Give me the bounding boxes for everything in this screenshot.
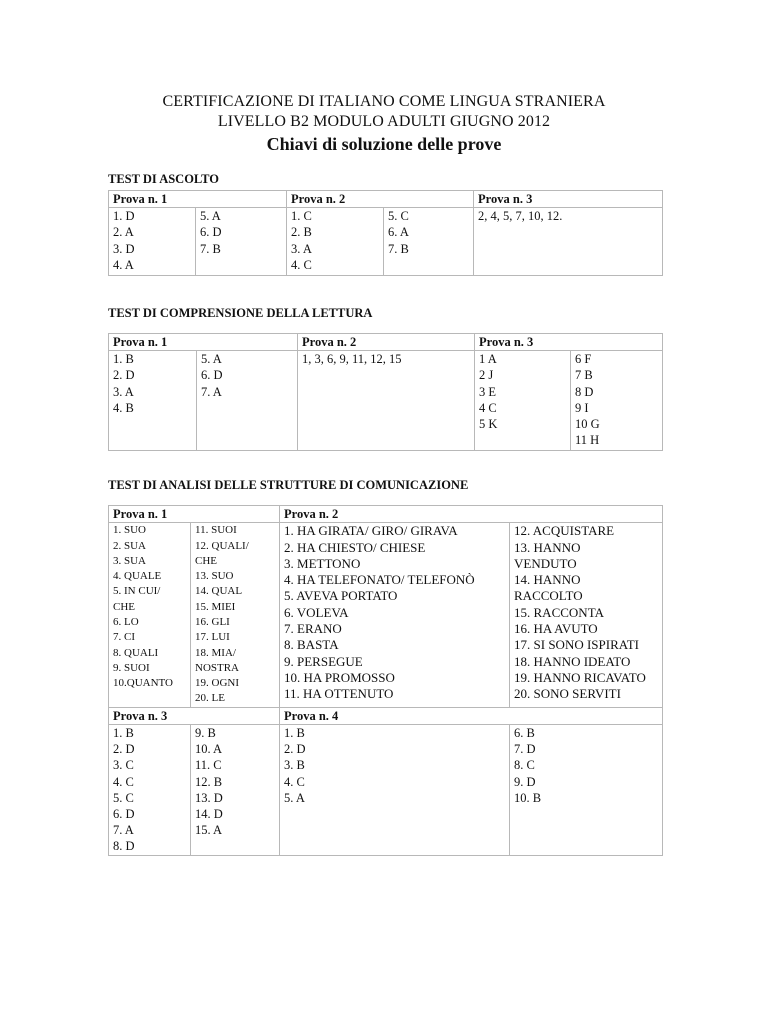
answer-item: 15. MIEI: [195, 600, 236, 613]
answer-item: 6. D: [113, 806, 135, 821]
answer-item: 20. SONO SERVITI: [514, 686, 621, 702]
answer-item: 6. VOLEVA: [284, 604, 349, 620]
answer-item: CHE: [195, 554, 217, 567]
answers-column: [280, 724, 510, 855]
answer-item: 1. B: [284, 725, 305, 740]
answer-item: 10. A: [195, 742, 223, 757]
answer-item: 9. SUOI: [113, 661, 150, 674]
answer-item: 11 H: [575, 433, 600, 448]
answer-item: 4. QUALE: [113, 570, 162, 583]
answer-item: 2. SUA: [113, 539, 147, 552]
answer-item: 6. B: [514, 725, 535, 740]
document-title-line2: LIVELLO B2 MODULO ADULTI GIUGNO 2012: [217, 113, 551, 130]
answer-item: 5 K: [479, 417, 498, 432]
answer-item: 3. C: [113, 758, 134, 773]
answer-item: 7. ERANO: [284, 620, 342, 636]
answer-item: 10.QUANTO: [113, 677, 173, 690]
answer-item: 15. A: [195, 823, 223, 838]
answer-item: 11. C: [195, 758, 222, 773]
answer-item: 2. HA CHIESTO/ CHIESE: [284, 539, 426, 555]
answer-item: 7. D: [514, 742, 536, 757]
answer-item: 2. D: [113, 742, 135, 757]
answer-item: 2. D: [113, 368, 135, 383]
answer-item: 3. METTONO: [284, 555, 361, 571]
answers-column: [109, 351, 197, 451]
answer-item: 8. C: [514, 758, 535, 773]
answer-item: 5. C: [388, 209, 409, 224]
answer-item: VENDUTO: [514, 555, 577, 571]
answer-item: 10. HA PROMOSSO: [284, 669, 395, 685]
answer-item: 2. D: [284, 742, 306, 757]
header-prova-3: Prova n. 3: [475, 334, 663, 351]
answer-item: 5. C: [113, 790, 134, 805]
answer-item: 8. QUALI: [113, 646, 159, 659]
answer-item: 7. A: [113, 823, 134, 838]
answer-item: 6. D: [201, 368, 223, 383]
answer-item: 6. A: [388, 225, 409, 240]
answer-item: 12. ACQUISTARE: [514, 523, 615, 539]
answer-item: 18. HANNO IDEATO: [514, 653, 631, 669]
header-prova-3: Prova n. 3: [474, 191, 663, 208]
answer-item: 1. B: [113, 725, 134, 740]
answers-column: [287, 208, 384, 276]
answer-item: 8. D: [113, 839, 135, 854]
answer-item: CHE: [113, 600, 135, 613]
answer-item: 5. A: [200, 209, 221, 224]
answer-item: 7. B: [200, 241, 221, 256]
answer-item: NOSTRA: [195, 661, 240, 674]
answer-item: 1. SUO: [113, 524, 147, 537]
answer-item: 4. C: [291, 257, 312, 272]
answer-item: 9. PERSEGUE: [284, 653, 363, 669]
answer-item: 13. HANNO: [514, 539, 581, 555]
answers-column: [280, 523, 510, 708]
answer-item: 2. A: [113, 225, 134, 240]
answer-item: 7. B: [388, 241, 409, 256]
header-prova-1: Prova n. 1: [109, 334, 298, 351]
answer-item: 10. B: [514, 790, 542, 805]
answers-column: [197, 351, 298, 451]
header-prova-2: Prova n. 2: [298, 334, 475, 351]
document-subtitle: Chiavi di soluzione delle prove: [266, 134, 502, 154]
answer-item: 6 F: [575, 352, 592, 367]
answer-item: 17. SI SONO ISPIRATI: [514, 637, 639, 653]
answer-item: 3 E: [479, 384, 497, 399]
table-strutture: [108, 505, 663, 856]
answer-item: 9. B: [195, 725, 216, 740]
answer-item: 4. A: [113, 257, 134, 272]
answer-item: 7. A: [201, 384, 222, 399]
answer-item: 2 J: [479, 368, 494, 383]
header-prova-2: Prova n. 2: [280, 506, 663, 523]
answers-column: [109, 724, 191, 855]
answer-item: 4 C: [479, 400, 497, 415]
answer-item: 16. HA AVUTO: [514, 620, 598, 636]
answers-column: [109, 523, 191, 708]
answer-item: 12. B: [195, 774, 223, 789]
answers-column: [475, 351, 571, 451]
document-header: [0, 92, 768, 156]
header-prova-1: Prova n. 1: [109, 506, 280, 523]
answer-item: 10 G: [575, 417, 600, 432]
section-title-lettura: TEST DI COMPRENSIONE DELLA LETTURA: [108, 306, 373, 320]
answer-item: 9. D: [514, 774, 536, 789]
answer-item: 11. HA OTTENUTO: [284, 686, 394, 702]
answer-item: 5. IN CUI/: [113, 585, 161, 598]
answers-text: 2, 4, 5, 7, 10, 12.: [474, 208, 663, 276]
answer-item: 7. CI: [113, 631, 135, 644]
answer-item: 5. A: [201, 352, 222, 367]
answer-item: 4. HA TELEFONATO/ TELEFONÒ: [284, 572, 475, 588]
answer-item: 3. A: [291, 241, 312, 256]
answer-item: 3. B: [284, 758, 305, 773]
answer-item: 12. QUALI/: [195, 539, 249, 552]
answer-item: 6. LO: [113, 615, 139, 628]
answers-column: [571, 351, 663, 451]
table-ascolto: [108, 190, 663, 276]
answers-column: [196, 208, 287, 276]
answer-item: 7 B: [575, 368, 593, 383]
answers-column: [510, 523, 663, 708]
answer-item: 19. HANNO RICAVATO: [514, 669, 646, 685]
table-lettura: [108, 333, 663, 451]
answer-item: 1. B: [113, 352, 134, 367]
answer-item: 1. D: [113, 209, 135, 224]
answer-item: 3. SUA: [113, 554, 147, 567]
answer-item: 5. A: [284, 790, 305, 805]
answers-column: [109, 208, 196, 276]
answer-item: 16. GLI: [195, 615, 230, 628]
answer-item: 15. RACCONTA: [514, 604, 604, 620]
answer-item: 20. LE: [195, 692, 225, 705]
header-prova-3: Prova n. 3: [109, 707, 280, 724]
answer-item: 14. QUAL: [195, 585, 243, 598]
answer-item: 14. D: [195, 806, 223, 821]
answer-item: 1 A: [479, 352, 497, 367]
answer-item: 2. B: [291, 225, 312, 240]
answer-item: 4. C: [284, 774, 305, 789]
answer-item: 3. D: [113, 241, 135, 256]
answer-item: 11. SUOI: [195, 524, 237, 537]
answer-item: 18. MIA/: [195, 646, 236, 659]
header-prova-1: Prova n. 1: [109, 191, 287, 208]
answer-item: 6. D: [200, 225, 222, 240]
answer-item: 13. SUO: [195, 570, 234, 583]
answer-item: 8. BASTA: [284, 637, 339, 653]
answers-column: [384, 208, 474, 276]
answer-item: 17. LUI: [195, 631, 230, 644]
header-prova-4: Prova n. 4: [280, 707, 663, 724]
answer-item: 1. HA GIRATA/ GIRO/ GIRAVA: [284, 523, 458, 539]
answer-item: 19. OGNI: [195, 677, 239, 690]
answer-item: RACCOLTO: [514, 588, 583, 604]
document-title-line1: CERTIFICAZIONE DI ITALIANO COME LINGUA STRANIERA: [162, 93, 606, 110]
header-prova-2: Prova n. 2: [287, 191, 474, 208]
answer-item: 4. C: [113, 774, 134, 789]
answer-item: 1. C: [291, 209, 312, 224]
answers-text: 1, 3, 6, 9, 11, 12, 15: [298, 351, 475, 451]
answers-column: [191, 724, 280, 855]
answer-item: 5. AVEVA PORTATO: [284, 588, 398, 604]
section-title-ascolto: TEST DI ASCOLTO: [108, 172, 219, 186]
answer-item: 9 I: [575, 400, 589, 415]
answer-item: 14. HANNO: [514, 572, 581, 588]
answer-item: 13. D: [195, 790, 223, 805]
answer-item: 4. B: [113, 400, 134, 415]
answers-column: [191, 523, 280, 708]
answers-column: [510, 724, 663, 855]
answer-item: 8 D: [575, 384, 594, 399]
answer-item: 3. A: [113, 384, 134, 399]
section-title-strutture: TEST DI ANALISI DELLE STRUTTURE DI COMUNICAZIONE: [108, 478, 469, 492]
